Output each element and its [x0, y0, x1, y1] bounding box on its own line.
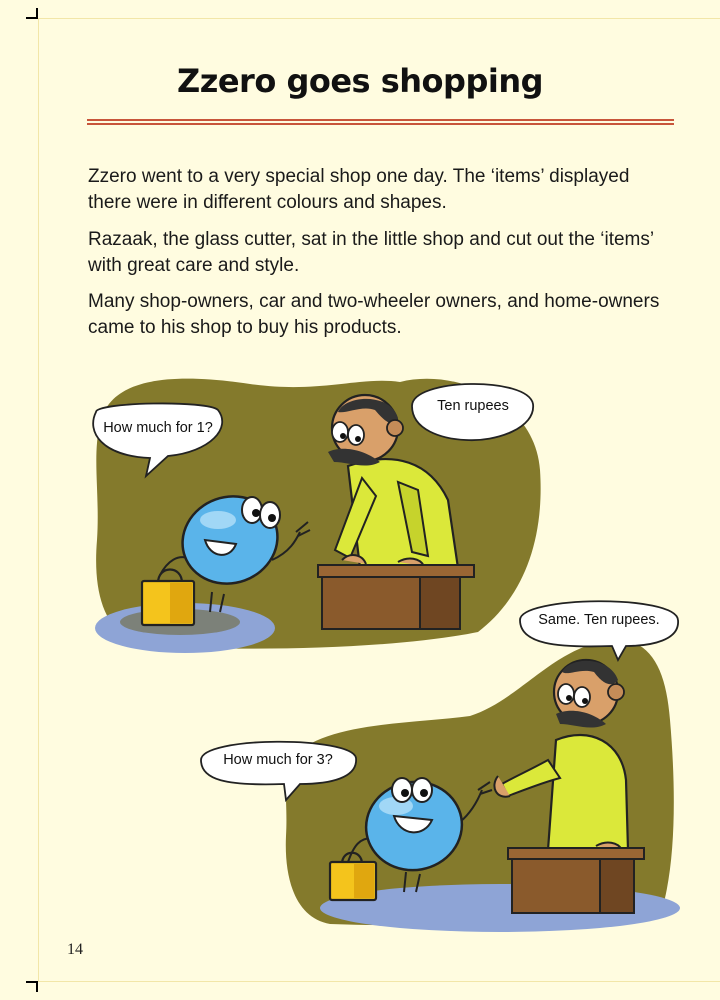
page-number: 14: [67, 941, 83, 958]
speech-text-how-much-for-1: How much for 1?: [103, 420, 213, 436]
story-paragraph-3: Many shop-owners, car and two-wheeler owners, and home-owners came to his shop to buy his products.: [88, 291, 660, 338]
shop-counter-bottom-icon: [508, 848, 644, 913]
speech-text-same-ten-rupees: Same. Ten rupees.: [538, 612, 660, 628]
shop-counter-icon: [318, 565, 474, 629]
story-paragraph-2: Razaak, the glass cutter, sat in the little shop and cut out the ‘items’ with great care and style.: [88, 229, 654, 276]
story-paragraph-1: Zzero went to a very special shop one day. The ‘items’ displayed there were in different colours and shapes.: [88, 166, 630, 213]
speech-text-how-much-for-3: How much for 3?: [223, 752, 333, 768]
page-title: Zzero goes shopping: [177, 62, 543, 100]
speech-text-ten-rupees: Ten rupees: [437, 398, 509, 414]
